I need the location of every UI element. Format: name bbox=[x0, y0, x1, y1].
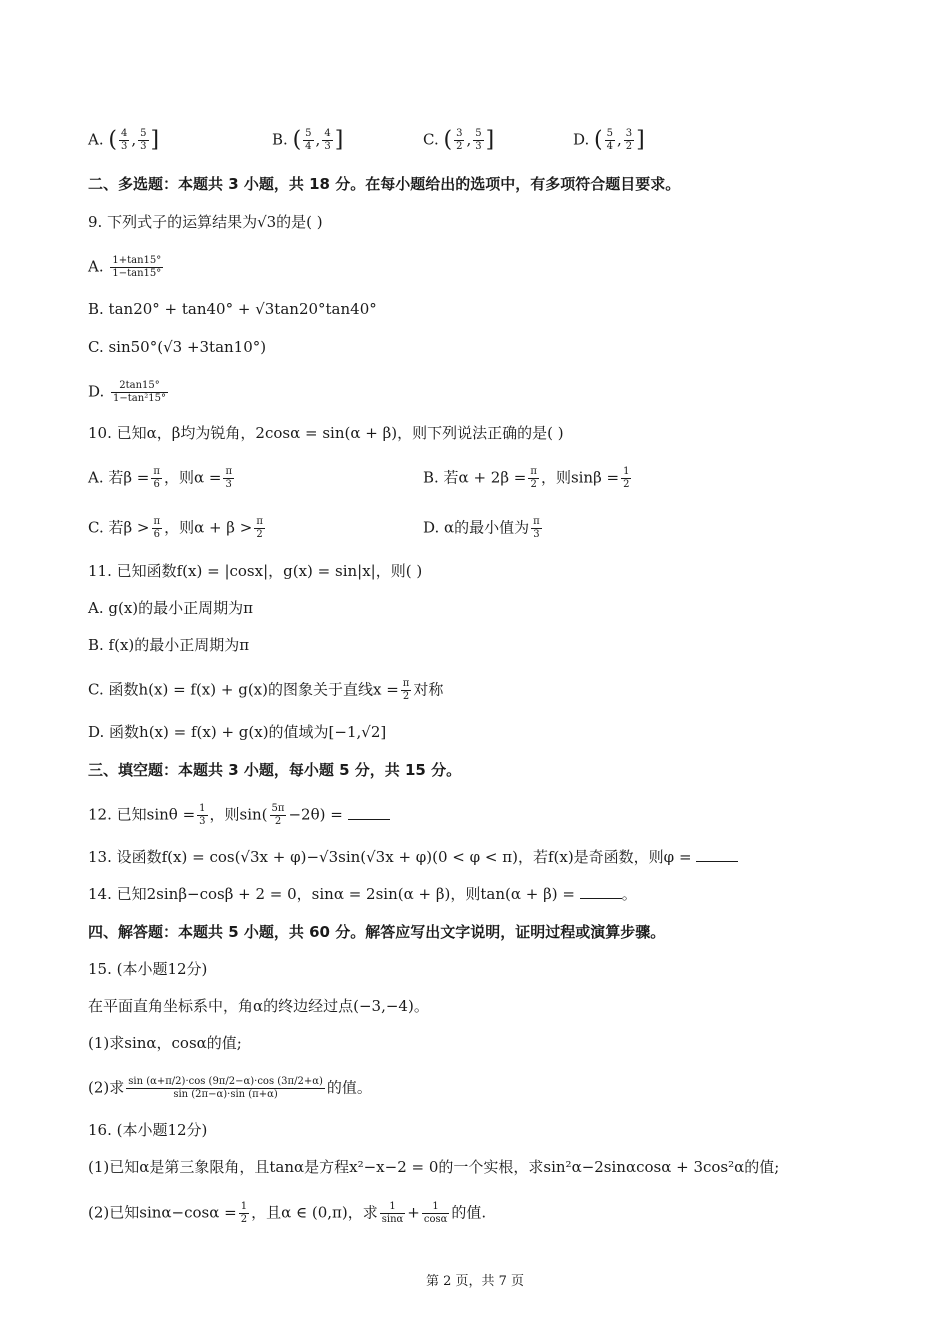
page-footer: 第 2 页，共 7 页 bbox=[425, 1274, 525, 1289]
q15-part-2: (2)求 $\frac{\sin (\alpha+\pi/2)\cdot\cos (9\pi/2-\alpha)\cdot\cos (3\pi/2+\alpha)}{\sin (2\pi-\alpha)\cdot\sin (\pi+\alpha)}$ 的值。 bbox=[88, 1076, 372, 1100]
q9-option-d: D. $\frac{2\tan 15^\circ}{\text{1−tan²15°}}$ bbox=[88, 380, 166, 404]
q9-option-b: B. tan20° + tan40° + √3tan20°tan40° bbox=[88, 300, 377, 318]
q15-part-1: (1)求sinα，cosα的值; bbox=[88, 1034, 242, 1052]
q10-option-d: D. α的最小值为 $\frac{\pi}{3}$ bbox=[423, 516, 540, 540]
q12: 12. 已知sinθ = $\frac{1}{3}$ ，则sin( $\frac{5\pi}{2}$ −2θ) = bbox=[88, 803, 390, 828]
q10-stem: 10. 已知α，β均为锐角，2cosα = sin(α + β)，则下列说法正确的是( ) bbox=[88, 424, 564, 442]
q14-answer-blank[interactable] bbox=[580, 884, 622, 899]
q12-answer-blank[interactable] bbox=[348, 805, 390, 820]
q11-option-a: A. g(x)的最小正周期为π bbox=[88, 599, 253, 617]
q16-part-1: (1)已知α是第三象限角，且tanα是方程x²−x−2 = 0的一个实根，求sin²α−2sinαcosα + 3cos²α的值; bbox=[88, 1158, 780, 1176]
q13-answer-blank[interactable] bbox=[696, 847, 738, 862]
q11-option-c: C. 函数h(x) = f(x) + g(x)的图象关于直线x = $\frac{\pi}{2}$ 对称 bbox=[88, 678, 444, 702]
q11-option-d: D. 函数h(x) = f(x) + g(x)的值域为[−1,√2] bbox=[88, 723, 387, 741]
q16-title: 16. (本小题12分) bbox=[88, 1121, 208, 1139]
q9-option-c: C. sin50°(√3 +3tan10°) bbox=[88, 338, 267, 356]
section-3-heading: 三、填空题：本题共 3 小题，每小题 5 分，共 15 分。 bbox=[88, 761, 462, 779]
q10-option-b: B. 若α + 2β = $\frac{\pi}{2}$ ，则sinβ = $\frac{1}{2}$ bbox=[423, 466, 630, 490]
q8-option-c: C. ( $\frac{3}{2}$ , $\frac{5}{3}$ ] bbox=[423, 127, 495, 153]
q14: 14. 已知2sinβ−cosβ + 2 = 0，sinα = 2sin(α + β)，则tan(α + β) = 。 bbox=[88, 885, 637, 903]
section-4-heading: 四、解答题：本题共 5 小题，共 60 分。解答应写出文字说明，证明过程或演算步骤。 bbox=[88, 923, 666, 941]
q13: 13. 设函数f(x) = cos(√3x + φ)−√3sin(√3x + φ)(0 < φ < π)，若f(x)是奇函数，则φ = bbox=[88, 847, 738, 867]
q16-part-2: (2)已知sinα−cosα = $\frac{1}{2}$ ，且α ∈ (0,π)，求 $\frac{1}{\sin\alpha}$ + $\frac{1}{\cos\alpha}$ 的值. bbox=[88, 1201, 487, 1225]
q8-option-a: A. ( $\frac{4}{3}$ , $\frac{5}{3}$ ] bbox=[88, 127, 160, 153]
q10-option-c: C. 若β > $\frac{\pi}{6}$ ，则α + β > $\frac{\pi}{2}$ bbox=[88, 516, 263, 540]
q11-option-b: B. f(x)的最小正周期为π bbox=[88, 636, 250, 654]
section-2-heading: 二、多选题：本题共 3 小题，共 18 分。在每小题给出的选项中，有多项符合题目要求。 bbox=[88, 175, 681, 193]
q8-option-b: B. ( $\frac{5}{4}$ , $\frac{4}{3}$ ] bbox=[272, 127, 344, 153]
q15-stem: 在平面直角坐标系中，角α的终边经过点(−3,−4)。 bbox=[88, 997, 429, 1015]
q9-stem: 9. 下列式子的运算结果为√3的是( ) bbox=[88, 213, 323, 231]
q9-option-a: A. $\frac{1+\tan 15^\circ}{1-\tan 15^\circ}$ bbox=[88, 255, 162, 279]
q11-stem: 11. 已知函数f(x) = |cosx|，g(x) = sin|x|，则( ) bbox=[88, 562, 423, 580]
q8-option-d: D. ( $\frac{5}{4}$ , $\frac{3}{2}$ ] bbox=[573, 127, 645, 153]
q10-option-a: A. 若β = $\frac{\pi}{6}$ ，则α = $\frac{\pi}{3}$ bbox=[88, 466, 233, 490]
q15-title: 15. (本小题12分) bbox=[88, 960, 208, 978]
